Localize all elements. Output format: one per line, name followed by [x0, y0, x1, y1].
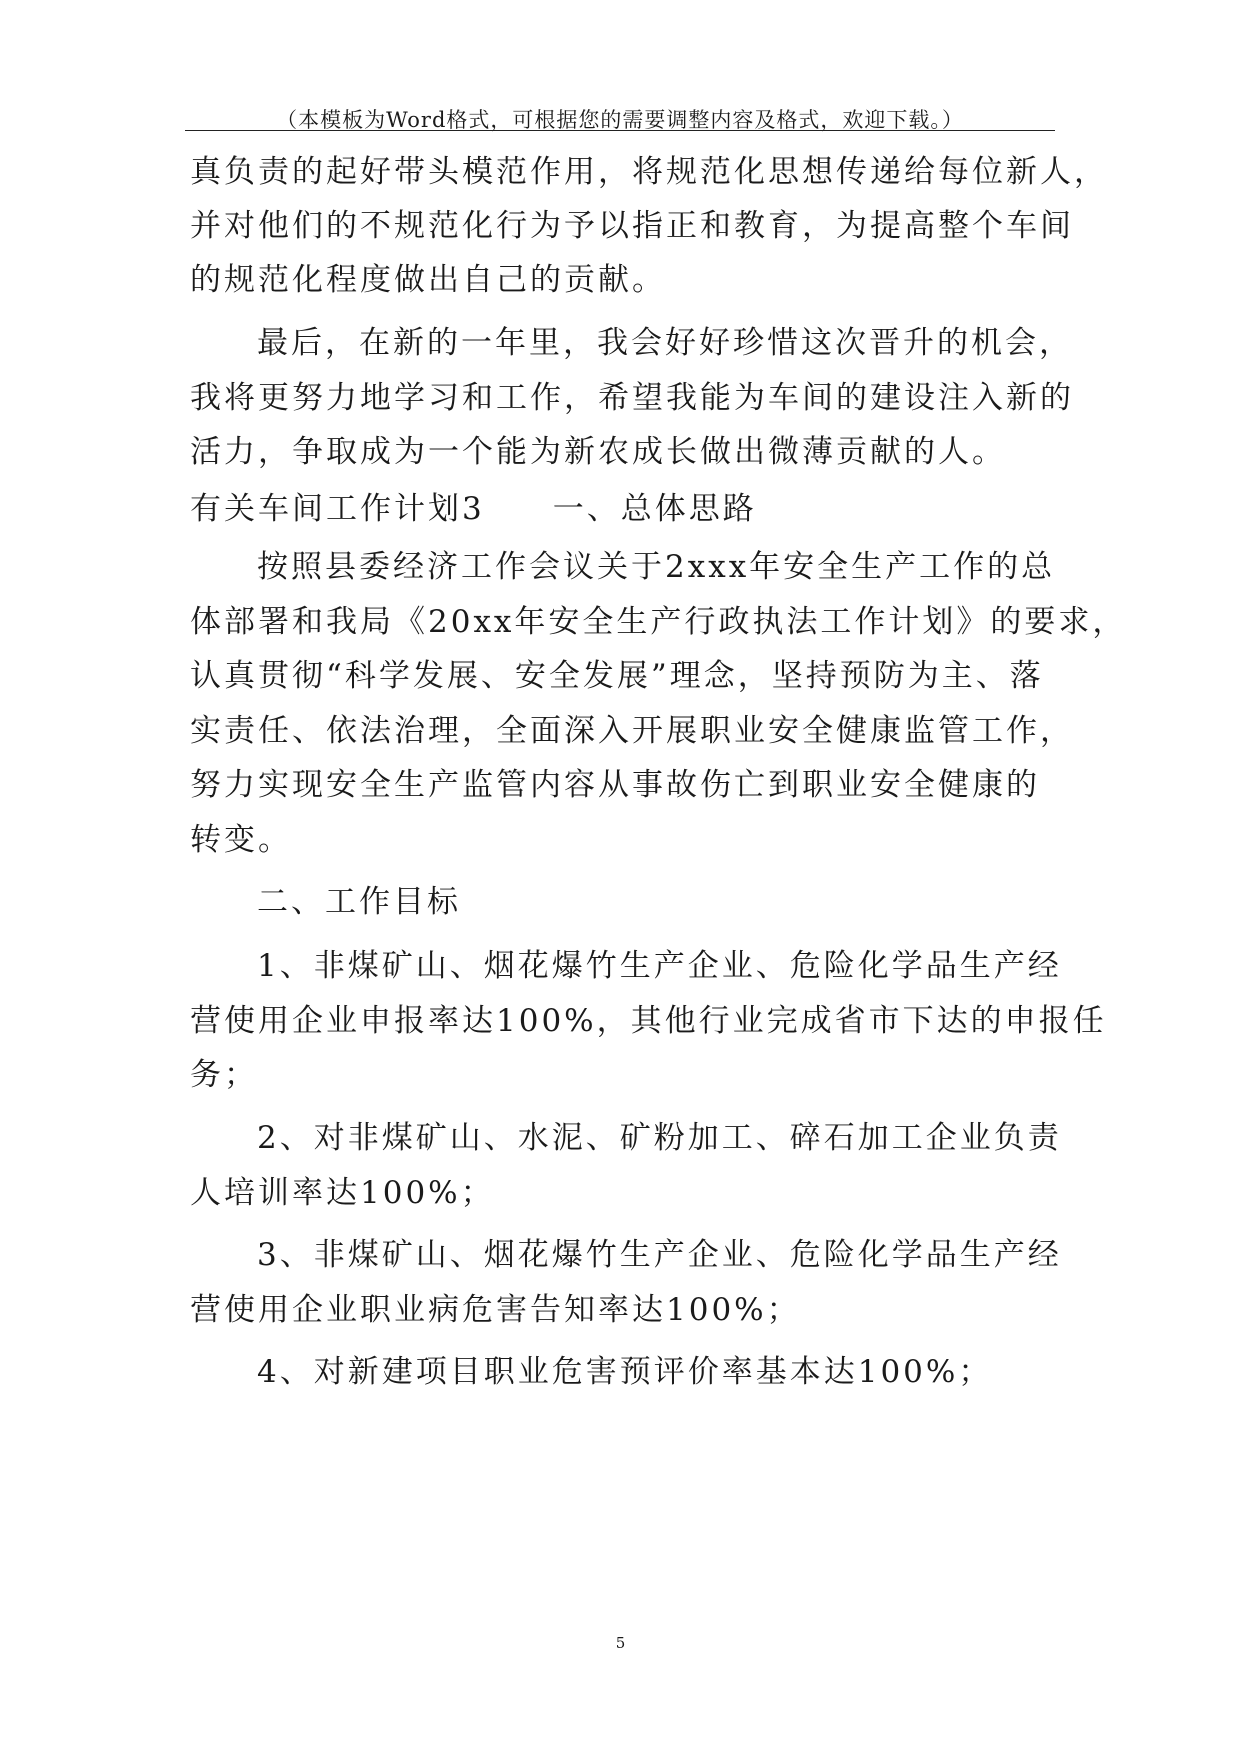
body-line: 活力，争取成为一个能为新农成长做出微薄贡献的人。: [190, 434, 1006, 470]
body-line: 真负责的起好带头模范作用，将规范化思想传递给每位新人，: [190, 154, 1108, 190]
body-line: 转变。: [190, 822, 292, 858]
section-heading: 有关车间工作计划3 一、总体思路: [190, 491, 757, 527]
body-line: 努力实现安全生产监管内容从事故伤亡到职业安全健康的: [190, 767, 1040, 803]
body-line: 的规范化程度做出自己的贡献。: [190, 262, 666, 298]
body-line: 务；: [190, 1057, 258, 1093]
body-line: 最后，在新的一年里，我会好好珍惜这次晋升的机会，: [257, 325, 1073, 361]
body-line: 4、对新建项目职业危害预评价率基本达100%；: [257, 1354, 993, 1390]
body-line: 营使用企业申报率达100%，其他行业完成省市下达的申报任: [190, 1003, 1107, 1039]
page-number: 5: [615, 1634, 626, 1652]
body-line: 营使用企业职业病危害告知率达100%；: [190, 1292, 801, 1328]
template-note: （本模板为Word格式，可根据您的需要调整内容及格式，欢迎下载。）: [276, 108, 964, 132]
body-line: 我将更努力地学习和工作，希望我能为车间的建设注入新的: [190, 380, 1074, 416]
body-line: 3、非煤矿山、烟花爆竹生产企业、危险化学品生产经: [257, 1237, 1062, 1273]
body-line: 2、对非煤矿山、水泥、矿粉加工、碎石加工企业负责: [257, 1120, 1062, 1156]
body-line: 人培训率达100%；: [190, 1175, 495, 1211]
section-heading: 二、工作目标: [257, 884, 461, 920]
header-divider: [185, 130, 1055, 131]
body-line: 实责任、依法治理，全面深入开展职业安全健康监管工作，: [190, 713, 1074, 749]
body-line: 1、非煤矿山、烟花爆竹生产企业、危险化学品生产经: [257, 948, 1062, 984]
body-line: 按照县委经济工作会议关于2xxx年安全生产工作的总: [257, 549, 1056, 585]
body-line: 体部署和我局《20xx年安全生产行政执法工作计划》的要求，: [190, 604, 1127, 640]
body-line: 认真贯彻“科学发展、安全发展”理念，坚持预防为主、落: [190, 658, 1044, 694]
body-line: 并对他们的不规范化行为予以指正和教育，为提高整个车间: [190, 208, 1074, 244]
